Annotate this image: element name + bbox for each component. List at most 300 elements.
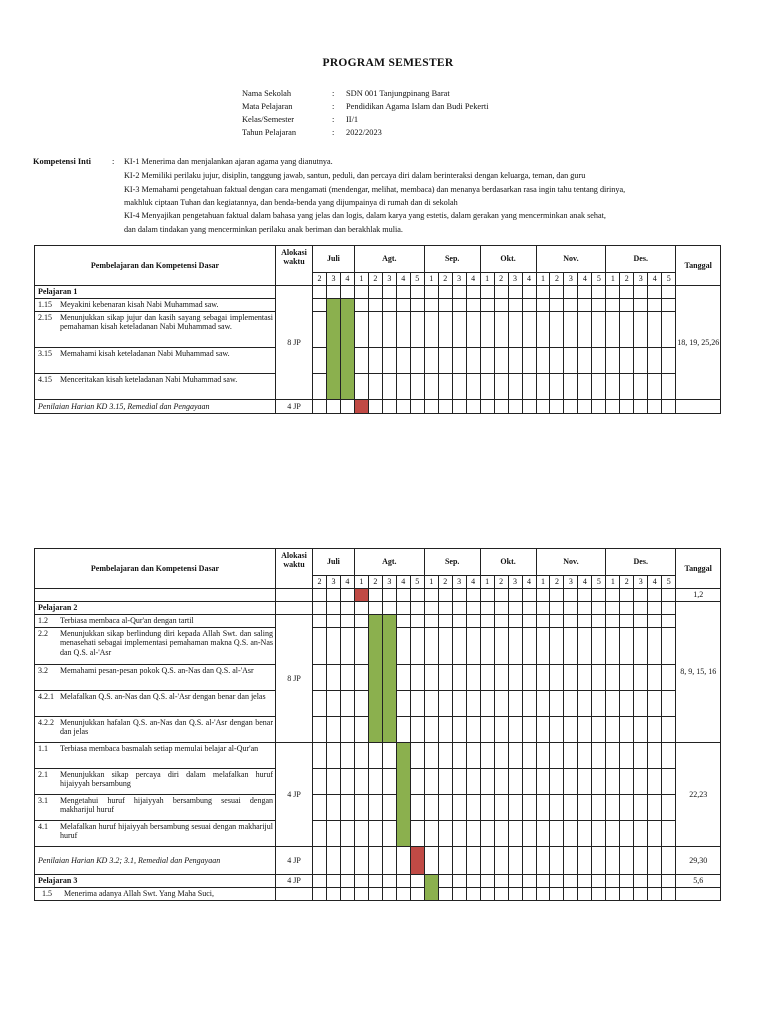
week-number: 5	[592, 273, 606, 286]
schedule-cell	[354, 348, 368, 374]
kd-text: Menerima adanya Allah Swt. Yang Maha Suci,	[64, 889, 214, 898]
schedule-bar-green	[326, 299, 340, 400]
schedule-cell	[620, 691, 634, 717]
week-number: 2	[494, 273, 508, 286]
schedule-cell	[438, 299, 452, 312]
tanggal-cell: 1,2	[676, 589, 721, 602]
schedule-cell	[508, 847, 522, 875]
schedule-cell	[494, 795, 508, 821]
schedule-cell	[634, 795, 648, 821]
schedule-cell	[494, 628, 508, 665]
schedule-cell	[340, 691, 354, 717]
schedule-cell	[648, 743, 662, 769]
schedule-cell	[480, 769, 494, 795]
schedule-cell	[564, 602, 578, 615]
schedule-cell	[410, 665, 424, 691]
kd-number: 4.2.2	[38, 718, 54, 727]
schedule-cell	[550, 717, 564, 743]
schedule-cell	[606, 374, 620, 400]
penilaian-text: Penilaian Harian KD 3.2; 3.1, Remedial dan Pengayaan	[35, 847, 276, 875]
schedule-cell	[424, 628, 438, 665]
schedule-cell	[578, 717, 592, 743]
schedule-cell	[634, 312, 648, 348]
schedule-cell	[494, 717, 508, 743]
ki-line: KI-2 Memiliki perilaku jujur, disiplin, tanggung jawab, santun, peduli, dan percaya diri dalam berinteraksi dengan keluarga, teman, dan guru	[124, 171, 586, 180]
schedule-cell	[382, 821, 396, 847]
schedule-cell	[550, 875, 564, 888]
schedule-cell	[35, 743, 276, 769]
schedule-cell	[522, 717, 536, 743]
week-number: 3	[382, 273, 396, 286]
kd-text: Memahami kisah keteladanan Nabi Muhammad saw.	[60, 349, 230, 358]
schedule-cell	[313, 589, 327, 602]
schedule-cell	[578, 665, 592, 691]
week-number: 2	[438, 576, 452, 589]
schedule-cell	[424, 743, 438, 769]
schedule-cell	[480, 875, 494, 888]
kd-text: Memahami pesan-pesan pokok Q.S. an-Nas dan Q.S. al-'Asr	[60, 666, 254, 675]
schedule-cell	[466, 615, 480, 628]
schedule-cell	[452, 743, 466, 769]
kd-number: 4.1	[38, 822, 48, 831]
schedule-cell	[578, 795, 592, 821]
schedule-cell	[662, 312, 676, 348]
schedule-cell	[452, 888, 466, 901]
schedule-cell	[410, 875, 424, 888]
week-number: 1	[536, 576, 550, 589]
schedule-cell	[480, 312, 494, 348]
schedule-cell	[508, 821, 522, 847]
schedule-cell	[368, 875, 382, 888]
schedule-cell	[276, 888, 313, 901]
schedule-cell	[424, 312, 438, 348]
schedule-cell	[550, 615, 564, 628]
schedule-cell	[508, 286, 522, 299]
schedule-cell	[410, 717, 424, 743]
schedule-cell	[382, 875, 396, 888]
week-number: 5	[662, 273, 676, 286]
schedule-cell	[410, 312, 424, 348]
ki-line: KI-3 Memahami pengetahuan faktual dengan cara mengamati (mendengar, melihat, membaca) dan menanya berdasarkan rasa ingin tahu tentang dirinya,	[124, 185, 626, 194]
schedule-cell	[340, 769, 354, 795]
schedule-cell	[35, 628, 276, 665]
schedule-cell	[396, 348, 410, 374]
schedule-cell	[494, 665, 508, 691]
penilaian-row	[35, 400, 721, 414]
schedule-cell	[340, 589, 354, 602]
schedule-cell	[536, 628, 550, 665]
schedule-cell	[620, 299, 634, 312]
schedule-cell	[396, 286, 410, 299]
schedule-cell	[578, 589, 592, 602]
schedule-cell	[578, 400, 592, 414]
schedule-cell	[340, 821, 354, 847]
schedule-cell	[340, 615, 354, 628]
schedule-cell	[550, 348, 564, 374]
penilaian-text: Penilaian Harian KD 3.15, Remedial dan Pengayaan	[35, 400, 276, 414]
schedule-cell	[326, 847, 340, 875]
schedule-cell	[480, 348, 494, 374]
schedule-cell	[354, 821, 368, 847]
schedule-cell	[368, 795, 382, 821]
schedule-cell	[382, 589, 396, 602]
schedule-cell	[536, 691, 550, 717]
schedule-cell	[648, 602, 662, 615]
schedule-cell	[662, 795, 676, 821]
schedule-cell	[634, 665, 648, 691]
schedule-cell	[578, 888, 592, 901]
schedule-cell	[662, 875, 676, 888]
schedule-cell	[340, 743, 354, 769]
info-label: Kelas/Semester	[242, 115, 295, 124]
lesson-title: Pelajaran 1	[35, 286, 276, 299]
schedule-cell	[564, 299, 578, 312]
week-number: 4	[648, 273, 662, 286]
schedule-cell	[452, 589, 466, 602]
schedule-cell	[466, 628, 480, 665]
schedule-cell	[494, 602, 508, 615]
schedule-cell	[313, 743, 327, 769]
schedule-cell	[410, 299, 424, 312]
schedule-cell	[424, 602, 438, 615]
schedule-cell	[466, 691, 480, 717]
schedule-cell	[578, 691, 592, 717]
schedule-cell	[354, 615, 368, 628]
week-number: 2	[550, 576, 564, 589]
schedule-cell	[648, 717, 662, 743]
schedule-cell	[480, 821, 494, 847]
kd-text: Melafalkan Q.S. an-Nas dan Q.S. al-'Asr dengan benar dan jelas	[60, 692, 266, 701]
schedule-cell	[508, 875, 522, 888]
schedule-cell	[606, 665, 620, 691]
kd-number: 2.15	[38, 313, 52, 322]
kd-text: Menunjukkan sikap percaya diri dalam melafalkan huruf hijaiyyah bersambung	[60, 770, 273, 789]
week-number: 3	[508, 273, 522, 286]
week-number: 4	[396, 273, 410, 286]
schedule-cell	[550, 602, 564, 615]
schedule-cell	[564, 717, 578, 743]
schedule-cell	[424, 348, 438, 374]
schedule-cell	[452, 769, 466, 795]
schedule-cell	[438, 795, 452, 821]
schedule-cell	[313, 299, 327, 312]
schedule-cell	[452, 312, 466, 348]
schedule-cell	[424, 299, 438, 312]
schedule-cell	[550, 821, 564, 847]
week-number: 4	[340, 273, 354, 286]
schedule-cell	[494, 348, 508, 374]
schedule-cell	[340, 847, 354, 875]
header-month-nov: Nov.	[536, 246, 606, 273]
schedule-cell	[592, 602, 606, 615]
schedule-cell	[536, 400, 550, 414]
schedule-cell	[648, 286, 662, 299]
schedule-cell	[620, 374, 634, 400]
schedule-cell	[480, 795, 494, 821]
schedule-cell	[550, 312, 564, 348]
schedule-cell	[578, 602, 592, 615]
schedule-cell	[606, 286, 620, 299]
info-value: Pendidikan Agama Islam dan Budi Pekerti	[346, 102, 489, 111]
schedule-cell	[480, 717, 494, 743]
schedule-cell	[424, 286, 438, 299]
schedule-cell	[410, 286, 424, 299]
schedule-cell	[606, 400, 620, 414]
schedule-cell	[452, 847, 466, 875]
schedule-cell	[550, 286, 564, 299]
schedule-cell	[634, 847, 648, 875]
schedule-cell	[606, 615, 620, 628]
schedule-cell	[648, 615, 662, 628]
kd-text: Meyakini kebenaran kisah Nabi Muhammad saw.	[60, 300, 219, 309]
schedule-cell	[466, 312, 480, 348]
schedule-cell	[326, 615, 340, 628]
week-number: 4	[466, 576, 480, 589]
schedule-cell	[578, 615, 592, 628]
schedule-cell	[634, 348, 648, 374]
schedule-cell	[508, 374, 522, 400]
schedule-cell	[508, 589, 522, 602]
schedule-cell	[368, 847, 382, 875]
schedule-cell	[276, 602, 313, 615]
header-row	[35, 549, 721, 576]
schedule-cell	[313, 400, 327, 414]
schedule-cell	[606, 743, 620, 769]
schedule-cell	[276, 589, 313, 602]
schedule-cell	[340, 795, 354, 821]
schedule-cell	[592, 743, 606, 769]
info-colon: :	[332, 115, 335, 124]
schedule-cell	[578, 847, 592, 875]
schedule-cell	[508, 717, 522, 743]
schedule-cell	[634, 299, 648, 312]
ki-line: makhluk ciptaan Tuhan dan kegiatannya, dan benda-benda yang dijumpainya di rumah dan di sekolah	[124, 198, 458, 207]
schedule-cell	[564, 374, 578, 400]
schedule-cell	[494, 374, 508, 400]
schedule-cell	[35, 665, 276, 691]
kd-number: 2.2	[38, 629, 48, 638]
alokasi-cell: 4 JP	[276, 743, 313, 847]
kd-row	[35, 743, 721, 769]
schedule-cell	[494, 286, 508, 299]
schedule-cell	[438, 665, 452, 691]
schedule-cell	[494, 312, 508, 348]
schedule-cell	[313, 286, 327, 299]
schedule-cell	[424, 847, 438, 875]
header-tanggal: Tanggal	[676, 246, 721, 286]
schedule-cell	[494, 769, 508, 795]
schedule-cell	[522, 374, 536, 400]
kd-text: Terbiasa membaca basmalah setiap memulai belajar al-Qur'an	[60, 744, 259, 753]
kd-number: 3.15	[38, 349, 52, 358]
kd-number: 1.1	[38, 744, 48, 753]
kd-row	[35, 795, 721, 821]
schedule-cell	[326, 691, 340, 717]
schedule-cell	[480, 589, 494, 602]
schedule-cell	[578, 743, 592, 769]
schedule-cell	[620, 875, 634, 888]
schedule-cell	[634, 769, 648, 795]
kd-text: Terbiasa membaca al-Qur'an dengan tartil	[60, 616, 194, 625]
header-month-des: Des.	[606, 246, 676, 273]
schedule-cell	[438, 821, 452, 847]
schedule-cell	[368, 374, 382, 400]
week-number: 2	[313, 273, 327, 286]
schedule-cell	[662, 821, 676, 847]
schedule-cell	[606, 691, 620, 717]
schedule-cell	[313, 821, 327, 847]
schedule-cell	[35, 348, 276, 374]
schedule-cell	[480, 847, 494, 875]
schedule-cell	[648, 769, 662, 795]
schedule-cell	[424, 374, 438, 400]
week-number: 4	[340, 576, 354, 589]
schedule-cell	[522, 615, 536, 628]
schedule-cell	[466, 847, 480, 875]
schedule-cell	[508, 299, 522, 312]
schedule-cell	[354, 602, 368, 615]
penilaian-row	[35, 847, 721, 875]
schedule-cell	[354, 717, 368, 743]
schedule-cell	[396, 400, 410, 414]
kd-row	[35, 769, 721, 795]
schedule-cell	[662, 615, 676, 628]
header-alokasi: Alokasi waktu	[276, 246, 313, 286]
schedule-cell	[634, 888, 648, 901]
schedule-cell	[592, 400, 606, 414]
header-month-sep: Sep.	[424, 246, 480, 273]
schedule-cell	[410, 615, 424, 628]
kd-text: Mengetahui huruf hijaiyyah bersambung sesuai dengan makharijul huruf	[60, 796, 273, 815]
alokasi-cell: 8 JP	[276, 286, 313, 400]
schedule-cell	[648, 348, 662, 374]
kd-number: 4.2.1	[38, 692, 54, 701]
schedule-cell	[340, 286, 354, 299]
schedule-cell	[550, 691, 564, 717]
header-alokasi: Alokasi waktu	[276, 549, 313, 589]
schedule-cell	[522, 299, 536, 312]
schedule-cell	[578, 348, 592, 374]
schedule-cell	[424, 795, 438, 821]
schedule-cell	[662, 400, 676, 414]
schedule-cell	[396, 589, 410, 602]
semester-table-2	[34, 548, 721, 901]
week-number: 5	[592, 576, 606, 589]
schedule-cell	[368, 743, 382, 769]
schedule-cell	[634, 821, 648, 847]
schedule-cell	[354, 299, 368, 312]
schedule-cell	[466, 769, 480, 795]
schedule-cell	[620, 665, 634, 691]
schedule-cell	[410, 769, 424, 795]
schedule-cell	[424, 769, 438, 795]
schedule-cell	[480, 691, 494, 717]
schedule-cell	[326, 286, 340, 299]
kd-number: 2.1	[38, 770, 48, 779]
schedule-cell	[662, 374, 676, 400]
schedule-cell	[466, 589, 480, 602]
schedule-cell	[354, 665, 368, 691]
schedule-cell	[634, 286, 648, 299]
header-month-nov: Nov.	[536, 549, 606, 576]
schedule-cell	[662, 286, 676, 299]
info-colon: :	[332, 128, 335, 137]
week-number: 2	[368, 273, 382, 286]
alokasi-cell: 4 JP	[276, 875, 313, 888]
schedule-cell	[452, 875, 466, 888]
lesson-title-row	[35, 875, 721, 888]
schedule-cell	[354, 847, 368, 875]
schedule-cell	[368, 821, 382, 847]
schedule-cell	[592, 769, 606, 795]
schedule-cell	[438, 628, 452, 665]
schedule-cell	[662, 717, 676, 743]
week-number: 4	[522, 273, 536, 286]
schedule-cell	[564, 888, 578, 901]
schedule-cell	[662, 691, 676, 717]
schedule-cell	[606, 348, 620, 374]
schedule-cell	[620, 717, 634, 743]
ki-line: KI-1 Menerima dan menjalankan ajaran agama yang dianutnya.	[124, 157, 333, 166]
schedule-cell	[382, 847, 396, 875]
week-number: 3	[326, 576, 340, 589]
schedule-cell	[508, 691, 522, 717]
penilaian-alokasi: 4 JP	[276, 400, 313, 414]
week-number: 1	[424, 576, 438, 589]
schedule-cell	[452, 691, 466, 717]
schedule-cell	[648, 847, 662, 875]
schedule-cell	[662, 602, 676, 615]
schedule-cell	[410, 589, 424, 602]
week-number: 3	[564, 273, 578, 286]
schedule-cell	[494, 615, 508, 628]
schedule-bar-green	[424, 875, 438, 901]
ki-line: dan dalam tindakan yang mencerminkan perilaku anak beriman dan berakhlak mulia.	[124, 225, 403, 234]
schedule-cell	[592, 589, 606, 602]
week-number: 2	[313, 576, 327, 589]
schedule-cell	[522, 795, 536, 821]
schedule-cell	[494, 589, 508, 602]
schedule-cell	[662, 743, 676, 769]
schedule-cell	[592, 795, 606, 821]
schedule-cell	[550, 589, 564, 602]
schedule-cell	[508, 743, 522, 769]
schedule-cell	[396, 374, 410, 400]
kd-text: Menunjukkan sikap jujur dan kasih sayang sebagai implementasi pemahaman kisah keteladanan Nabi Muhammad saw.	[60, 313, 273, 332]
schedule-cell	[564, 628, 578, 665]
kd-text: Menceritakan kisah keteladanan Nabi Muhammad saw.	[60, 375, 238, 384]
kd-row	[35, 374, 721, 400]
schedule-cell	[606, 847, 620, 875]
schedule-cell	[564, 589, 578, 602]
schedule-cell	[452, 602, 466, 615]
schedule-cell	[382, 888, 396, 901]
schedule-cell	[592, 299, 606, 312]
lesson-title-row	[35, 602, 721, 615]
info-label: Tahun Pelajaran	[242, 128, 297, 137]
schedule-cell	[606, 821, 620, 847]
schedule-cell	[438, 691, 452, 717]
schedule-cell	[536, 615, 550, 628]
schedule-cell	[466, 374, 480, 400]
schedule-cell	[508, 400, 522, 414]
schedule-cell	[648, 628, 662, 665]
schedule-cell	[592, 691, 606, 717]
schedule-cell	[592, 875, 606, 888]
schedule-cell	[368, 589, 382, 602]
schedule-cell	[564, 286, 578, 299]
schedule-cell	[354, 888, 368, 901]
